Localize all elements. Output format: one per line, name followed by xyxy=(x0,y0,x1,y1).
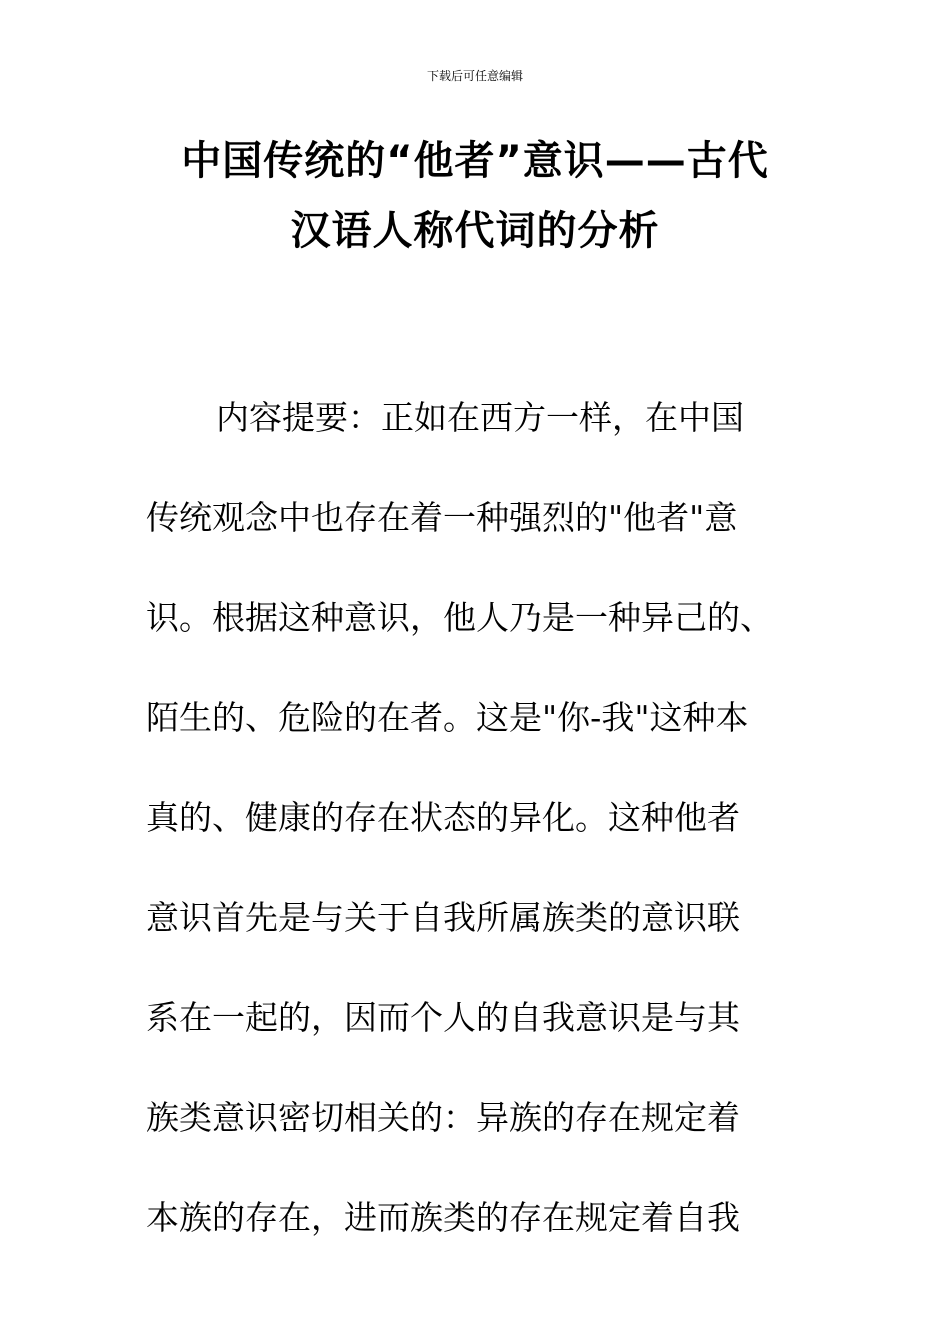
abstract-line: 陌生的、危险的在者。这是"你-我"这种本 xyxy=(146,698,749,737)
title-line: 中国传统的“他者”意识——古代 xyxy=(181,138,769,184)
abstract-line: 识。根据这种意识，他人乃是一种异己的、 xyxy=(146,598,773,637)
abstract-line: 意识首先是与关于自我所属族类的意识联 xyxy=(146,898,740,937)
abstract-line: 真的、健康的存在状态的异化。这种他者 xyxy=(146,798,740,837)
abstract-line: 系在一起的，因而个人的自我意识是与其 xyxy=(146,998,740,1037)
title-line: 汉语人称代词的分析 xyxy=(290,208,660,254)
abstract-line: 内容提要：正如在西方一样，在中国 xyxy=(216,398,744,437)
abstract-line: 传统观念中也存在着一种强烈的"他者"意 xyxy=(146,498,738,537)
header-note: 下载后可任意编辑 xyxy=(426,69,523,83)
abstract-line: 族类意识密切相关的：异族的存在规定着 xyxy=(146,1098,740,1137)
abstract-paragraph xyxy=(146,368,826,1268)
abstract-line: 本族的存在，进而族类的存在规定着自我 xyxy=(146,1198,740,1237)
document-title xyxy=(120,126,830,266)
